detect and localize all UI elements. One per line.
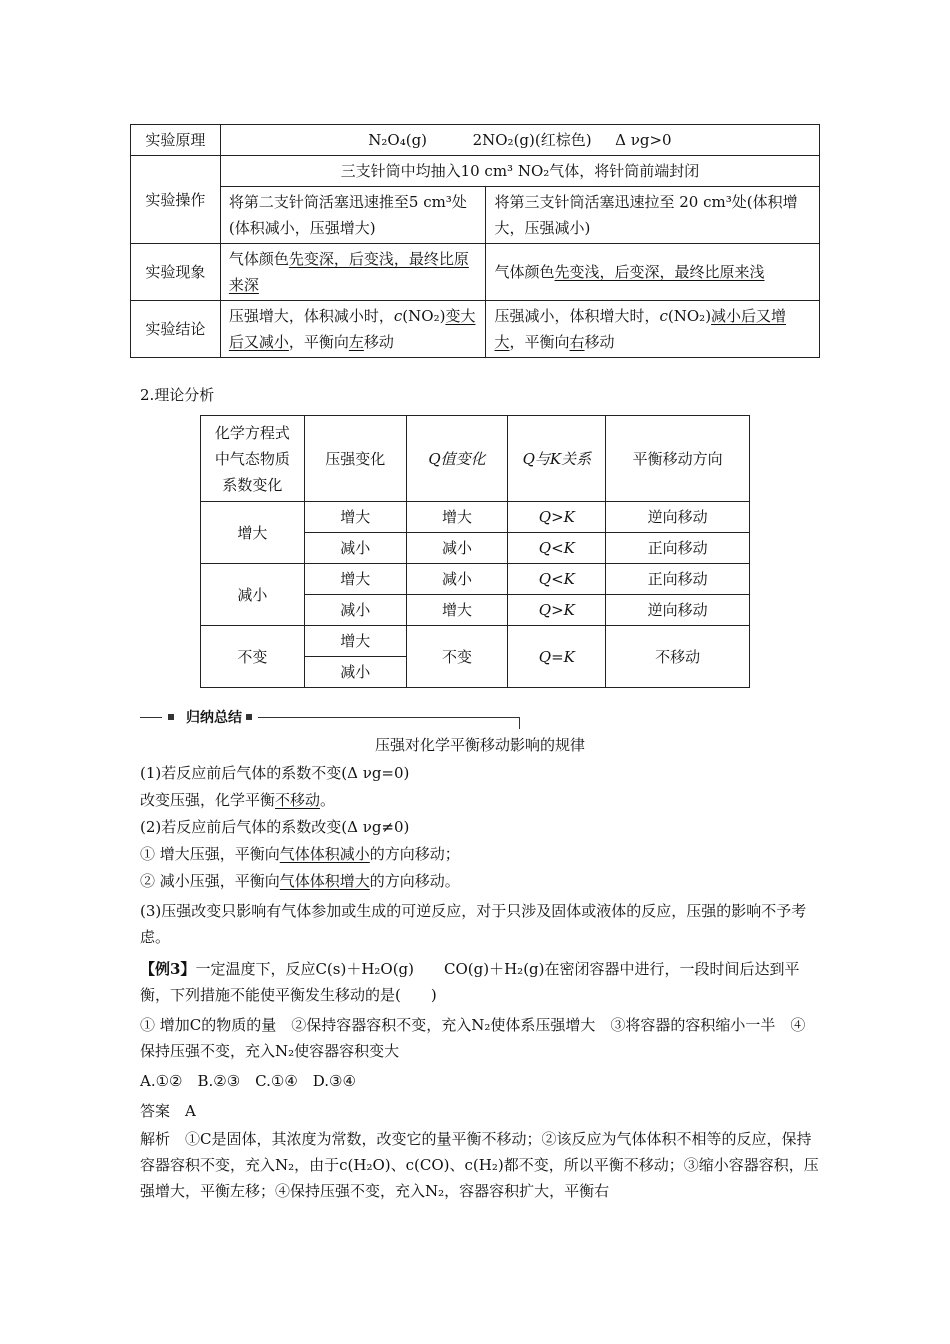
group-label-unchanged: 不变 xyxy=(201,626,305,688)
table-cell: Q=K xyxy=(508,626,606,688)
exp-conclusion-right xyxy=(486,301,820,358)
table-cell: 逆向移动 xyxy=(606,502,750,533)
table-cell: Q>K xyxy=(508,502,606,533)
text: ① 增大压强，平衡向 xyxy=(140,845,280,863)
summary-line-3: (2)若反应前后气体的系数改变(Δ νg≠0) xyxy=(140,818,410,836)
section2-title: 2.理论分析 xyxy=(140,386,215,404)
table-cell: Q<K xyxy=(508,533,606,564)
summary-line-5 xyxy=(140,868,820,894)
answer-fill: 减小后又增大 xyxy=(494,307,787,351)
summary-header xyxy=(140,708,520,730)
example-tag: 【例3】 xyxy=(140,960,196,978)
summary-line-4 xyxy=(140,841,820,867)
answer-fill: 右 xyxy=(569,333,585,351)
text: 压强减小，体积增大时， xyxy=(494,307,660,325)
exp-phenomenon-left xyxy=(220,244,486,301)
table-cell: 减小 xyxy=(304,533,406,564)
example-choices: ① 增加C的物质的量 ②保持容器容积不变，充入N₂使体系压强增大 ③将容器的容积缩小一半 ④保持压强不变，充入N₂使容器容积变大 xyxy=(140,1016,806,1060)
table-cell: 正向移动 xyxy=(606,564,750,595)
equation-right: 2NO₂(g)(红棕色) xyxy=(472,131,592,149)
header-shift-direction: 平衡移动方向 xyxy=(606,416,750,502)
table-cell: 正向移动 xyxy=(606,533,750,564)
table-cell: 不变 xyxy=(406,626,508,688)
table-cell: 不移动 xyxy=(606,626,750,688)
table-cell: 减小 xyxy=(406,533,508,564)
text: ② 减小压强，平衡向 xyxy=(140,872,280,890)
header-pressure-change: 压强变化 xyxy=(304,416,406,502)
exp-phenomenon-label: 实验现象 xyxy=(131,244,221,301)
text: 移动 xyxy=(584,333,615,351)
summary-line-6: (3)压强改变只影响有气体参加或生成的可逆反应，对于只涉及固体或液体的反应，压强的影响不予考虑。 xyxy=(140,902,807,946)
experiment-table xyxy=(130,124,820,358)
table-cell: 增大 xyxy=(304,564,406,595)
group-label-increase: 增大 xyxy=(201,502,305,564)
exp-operation-label: 实验操作 xyxy=(131,156,221,244)
example-options: A.①② B.②③ C.①④ D.③④ xyxy=(140,1072,356,1090)
exp-operation-common: 三支针筒中均抽入10 cm³ NO₂气体，将针筒前端封闭 xyxy=(220,156,819,187)
divider xyxy=(140,717,162,718)
square-bullet-icon xyxy=(246,714,252,720)
exp-operation-right: 将第三支针筒活塞迅速拉至 20 cm³处(体积增大，压强减小) xyxy=(486,187,820,244)
table-cell: Q<K xyxy=(508,564,606,595)
answer-fill: 先变浅，后变深，最终比原来浅 xyxy=(554,263,765,281)
text: 的方向移动； xyxy=(369,845,460,863)
summary-line-2 xyxy=(140,787,820,813)
equation-left: N₂O₄(g) xyxy=(368,131,428,149)
text: (NO₂) xyxy=(667,307,712,325)
header-coefficient-change xyxy=(201,416,305,502)
table-cell: Q>K xyxy=(508,595,606,626)
exp-conclusion-label: 实验结论 xyxy=(131,301,221,358)
square-bullet-icon xyxy=(168,714,174,720)
divider xyxy=(519,717,520,729)
summary-line-1: (1)若反应前后气体的系数不变(Δ νg=0) xyxy=(140,764,410,782)
table-cell: 增大 xyxy=(406,595,508,626)
group-label-decrease: 减小 xyxy=(201,564,305,626)
exp-operation-left: 将第二支针筒活塞迅速推至5 cm³处(体积减小，压强增大) xyxy=(220,187,486,244)
example-analysis: 解析 ①C是固体，其浓度为常数，改变它的量平衡不移动；②该反应为气体体积不相等的反应，保持容器容积不变，充入N₂，由于c(H₂O)、c(CO)、c(H₂)都不变，所以平衡不移动；③缩小容器容积，压强增大，平衡左移；④保持压强不变，充入N₂，容器容积扩大，平衡右 xyxy=(140,1130,819,1200)
text: 气体颜色 xyxy=(228,250,289,268)
exp-principle-label: 实验原理 xyxy=(131,125,221,156)
table-cell: 减小 xyxy=(406,564,508,595)
text: c xyxy=(393,307,403,325)
text: ，平衡向 xyxy=(509,333,570,351)
table-cell: 逆向移动 xyxy=(606,595,750,626)
header-line: 化学方程式 xyxy=(214,423,290,442)
example-question xyxy=(140,956,820,1008)
text: (NO₂) xyxy=(402,307,446,325)
answer-fill: 不移动 xyxy=(275,791,321,809)
table-cell: 增大 xyxy=(304,626,406,657)
summary-header-title: 归纳总结 xyxy=(186,710,242,726)
answer-fill: 气体体积减小 xyxy=(279,845,370,863)
answer-fill: 先变深，后变浅，最终比原来深 xyxy=(228,250,469,294)
answer-fill: 左 xyxy=(348,333,364,351)
exp-phenomenon-right xyxy=(486,244,820,301)
exp-conclusion-left xyxy=(220,301,486,358)
header-q-k-relation: Q与K关系 xyxy=(508,416,606,502)
divider xyxy=(258,717,520,718)
text: 压强增大，体积减小时， xyxy=(228,307,394,325)
exp-principle-equation xyxy=(220,125,819,156)
summary-title: 压强对化学平衡移动影响的规律 xyxy=(374,736,585,754)
header-q-change: Q值变化 xyxy=(406,416,508,502)
text: 移动 xyxy=(363,333,394,351)
table-cell: 减小 xyxy=(304,657,406,688)
text: 。 xyxy=(320,791,336,809)
text: c xyxy=(659,307,668,325)
equation-delta: Δ νg>0 xyxy=(615,131,672,149)
table-cell: 减小 xyxy=(304,595,406,626)
answer-fill: 变大后又减小 xyxy=(228,307,476,351)
text: 气体颜色 xyxy=(494,263,555,281)
header-line: 中气态物质 xyxy=(214,449,290,468)
theory-table xyxy=(200,415,750,688)
table-cell: 增大 xyxy=(406,502,508,533)
example-stem: 一定温度下，反应C(s)＋H₂O(g) CO(g)＋H₂(g)在密闭容器中进行，一段时间后达到平衡，下列措施不能使平衡发生移动的是( ) xyxy=(140,960,800,1004)
text: 改变压强，化学平衡 xyxy=(140,791,276,809)
answer-fill: 气体体积增大 xyxy=(279,872,370,890)
text: ，平衡向 xyxy=(288,333,349,351)
text: 的方向移动。 xyxy=(369,872,460,890)
example-answer: 答案 A xyxy=(140,1102,196,1120)
table-cell: 增大 xyxy=(304,502,406,533)
header-line: 系数变化 xyxy=(222,475,283,494)
